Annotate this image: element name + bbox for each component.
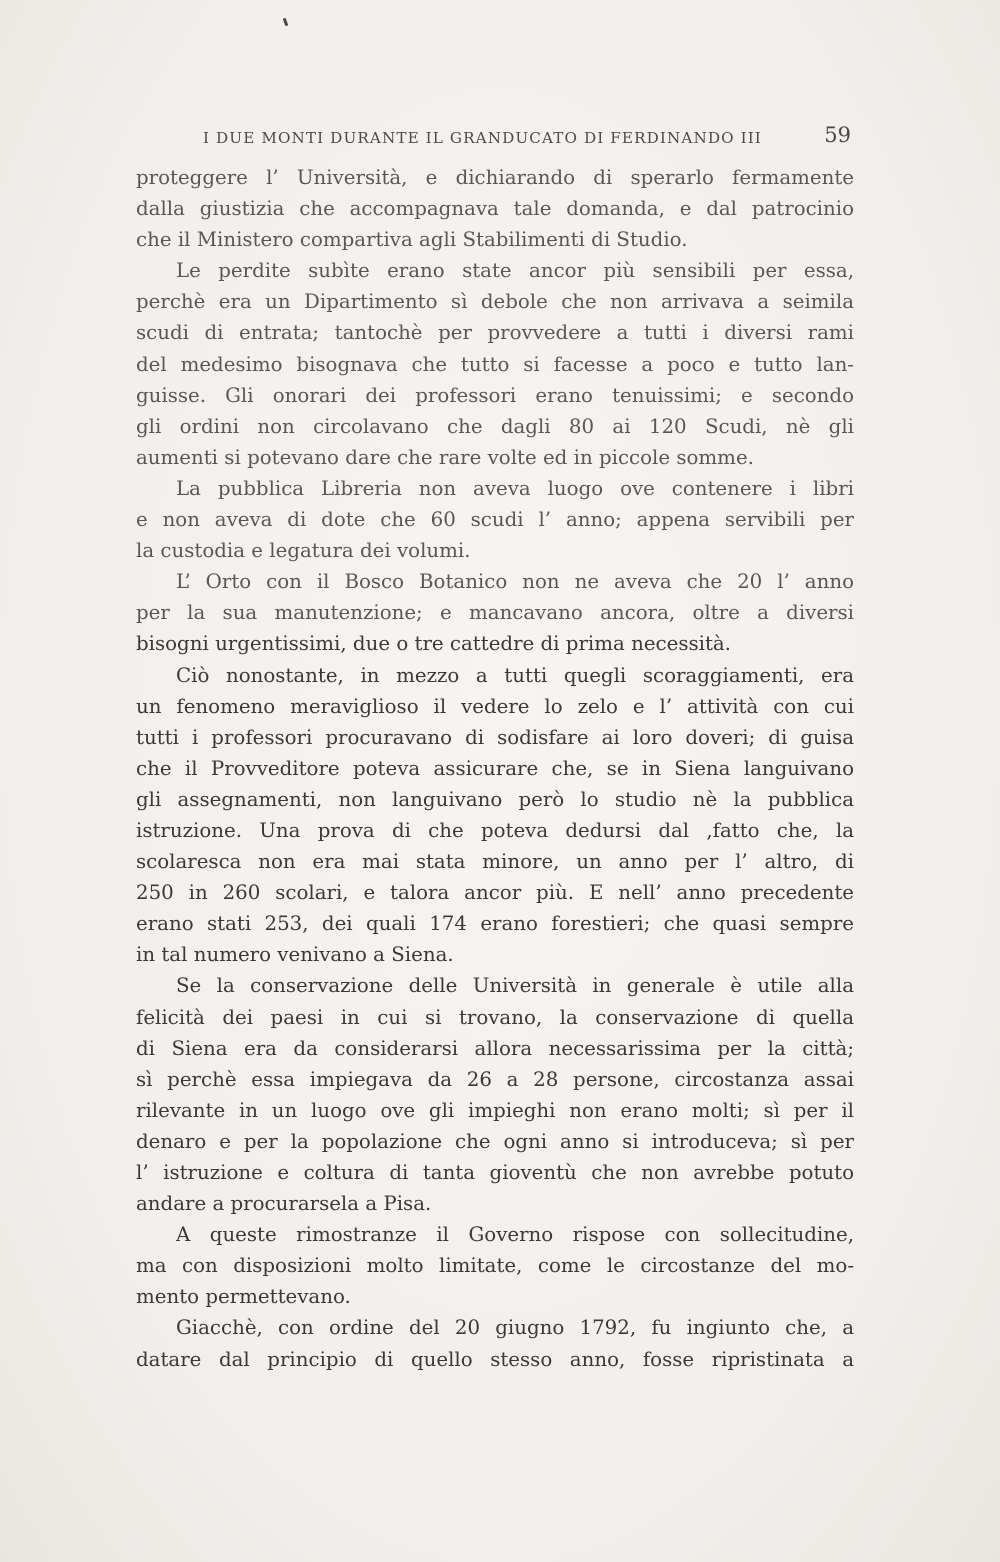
running-header [203,123,851,152]
text-line: Le perdite subìte erano state ancor più sensibili per essa, [176,259,854,283]
text-line: che il Ministero compartiva agli Stabilimenti di Studio. [136,228,688,252]
text-line: datare dal principio di quello stesso anno, fosse ripristinata a [136,1347,854,1371]
text-line: A queste rimostranze il Governo rispose con sollecitudine, [176,1223,854,1247]
text-line: proteggere l’ Università, e dichiarando di sperarlo fermamente [136,166,854,189]
text-line: sì perchè essa impiegava da 26 a 28 persone, circostanza assai [136,1067,854,1091]
text-line: bisogni urgentissimi, due o tre cattedre di prima necessità. [136,632,731,656]
text-line: per la sua manutenzione; e mancavano ancora, oltre a diversi [136,601,854,625]
text-line: la custodia e legatura dei volumi. [136,539,471,563]
text-line: dalla giustizia che accompagnava tale domanda, e dal patrocinio [136,197,854,221]
text-line: e non aveva di dote che 60 scudi l’ anno; appena servibili per [136,508,854,532]
text-line: Giacchè, con ordine del 20 giugno 1792, fu ingiunto che, a [176,1316,854,1340]
text-line: andare a procurarsela a Pisa. [136,1192,432,1216]
text-line: che il Provveditore poteva assicurare che, se in Siena languivano [136,756,854,780]
text-line: perchè era un Dipartimento sì debole che non arrivava a seimila [136,290,854,314]
ink-speck [283,18,289,27]
page-number: 59 [824,123,851,147]
text-line: mento permettevano. [136,1285,351,1309]
text-line: denaro e per la popolazione che ogni anno si introduceva; sì per [136,1129,854,1153]
text-line: scolaresca non era mai stata minore, un anno per l’ altro, di [136,850,854,874]
text-line: gli ordini non circolavano che dagli 80 ai 120 Scudi, nè gli [136,414,854,438]
text-line: istruzione. Una prova di che poteva dedursi dal ,fatto che, la [136,818,854,842]
text-line: La pubblica Libreria non aveva luogo ove contenere i libri [176,476,854,500]
text-line: L’ Orto con il Bosco Botanico non ne aveva che 20 l’ anno [176,570,854,594]
text-line: felicità dei paesi in cui si trovano, la conservazione di quella [136,1005,854,1029]
running-title: I DUE MONTI DURANTE IL GRANDUCATO DI FERDINANDO III [203,129,762,147]
text-line: 250 in 260 scolari, e talora ancor più. E nell’ anno precedente [136,881,854,905]
text-line: Se la conservazione delle Università in generale è utile alla [176,974,854,998]
text-line: gli assegnamenti, non languivano però lo studio nè la pubblica [136,787,854,811]
text-line: del medesimo bisognava che tutto si facesse a poco e tutto lan- [136,352,854,376]
body-text [136,162,854,1375]
text-line: ma con disposizioni molto limitate, come le circostanze del mo- [136,1254,854,1278]
text-line: l’ istruzione e coltura di tanta gioventù che non avrebbe potuto [136,1161,854,1184]
text-line: un fenomeno meraviglioso il vedere lo zelo e l’ attività con cui [136,694,854,718]
text-line: tutti i professori procuravano di sodisfare ai loro doveri; di guisa [136,725,854,749]
text-line: in tal numero venivano a Siena. [136,943,454,967]
text-line: erano stati 253, dei quali 174 erano forestieri; che quasi sempre [136,912,854,936]
text-line: aumenti si potevano dare che rare volte ed in piccole somme. [136,445,754,469]
text-line: guisse. Gli onorari dei professori erano tenuissimi; e secondo [136,383,854,407]
text-line: di Siena era da considerarsi allora necessarissima per la città; [136,1036,854,1060]
text-line: Ciò nonostante, in mezzo a tutti quegli scoraggiamenti, era [176,663,854,687]
text-line: rilevante in un luogo ove gli impieghi non erano molti; sì per il [136,1098,854,1122]
text-line: scudi di entrata; tantochè per provvedere a tutti i diversi rami [136,321,854,345]
